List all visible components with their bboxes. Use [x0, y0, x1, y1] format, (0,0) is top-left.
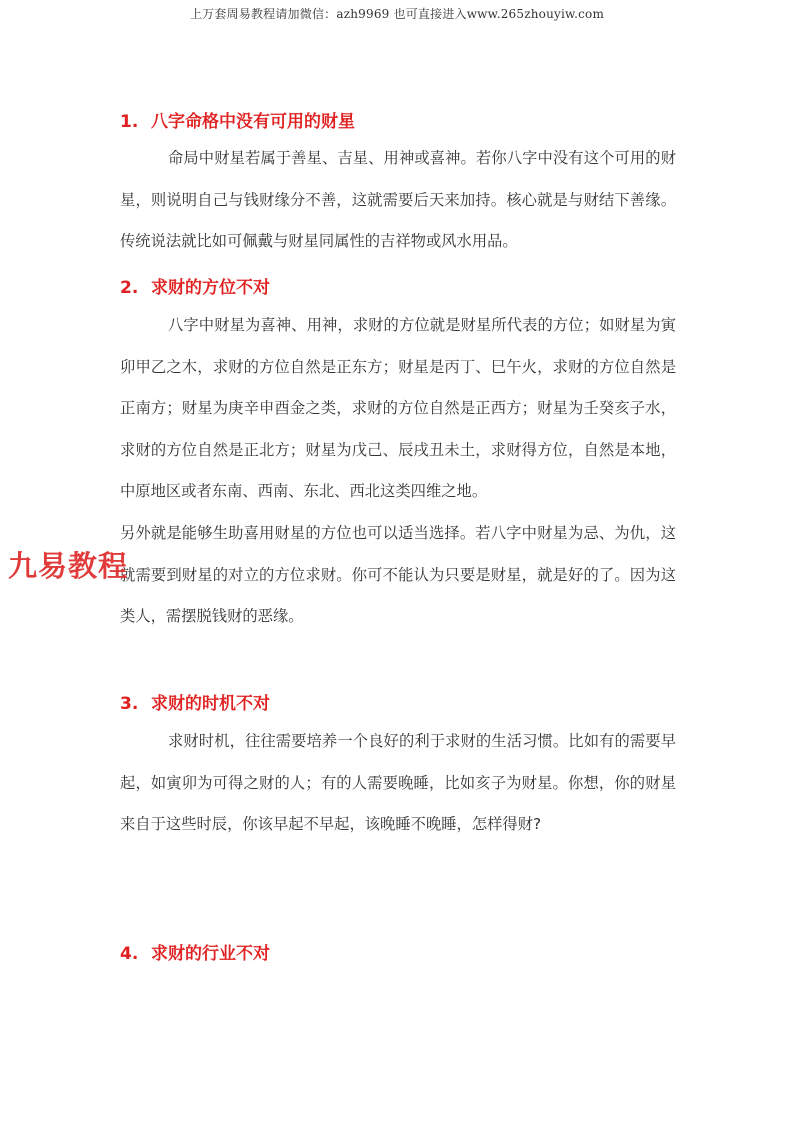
- section-2-title: 求财的方位不对: [151, 278, 270, 298]
- section-2-paragraph-2: 另外就是能够生助喜用财星的方位也可以适当选择。若八字中财星为忌、为仇，这就需要到财星的对立的方位求财。你可不能认为只要是财星，就是好的了。因为这类人，需摆脱钱财的恶缘。: [120, 524, 676, 626]
- section-1-number: 1.: [120, 112, 139, 132]
- section-3-number: 3.: [120, 694, 139, 714]
- section-3-title: 求财的时机不对: [151, 694, 270, 714]
- section-4-heading: [120, 939, 270, 964]
- section-4-title: 求财的行业不对: [151, 944, 270, 964]
- section-1-paragraph-1: 命局中财星若属于善星、吉星、用神或喜神。若你八字中没有这个可用的财星，则说明自己与钱财缘分不善，这就需要后天来加持。核心就是与财结下善缘。传统说法就比如可佩戴与财星同属性的吉祥物或风水用品。: [120, 149, 676, 251]
- section-4-number: 4.: [120, 944, 139, 964]
- watermark-logo: 九易教程: [8, 549, 129, 583]
- section-2-heading: [120, 273, 270, 298]
- section-1-heading: [120, 107, 355, 132]
- section-2-paragraph-1: 八字中财星为喜神、用神，求财的方位就是财星所代表的方位；如财星为寅卯甲乙之木，求财的方位自然是正东方；财星是丙丁、巳午火，求财的方位自然是正南方；财星为庚辛申酉金之类，求财的方位自然是正西方；财星为壬癸亥子水，求财的方位自然是正北方；财星为戊己、辰戌丑未土，求财得方位，自然是本地，中原地区或者东南、西南、东北、西北这类四维之地。: [120, 316, 676, 501]
- section-3-heading: [120, 689, 270, 714]
- page-header: 上万套周易教程请加微信：azh9969 也可直接进入www.265zhouyiw.com: [189, 7, 605, 21]
- section-2-number: 2.: [120, 278, 139, 298]
- section-3-paragraph-1: 求财时机，往往需要培养一个良好的利于求财的生活习惯。比如有的需要早起，如寅卯为可得之财的人；有的人需要晚睡，比如亥子为财星。你想，你的财星来自于这些时辰，你该早起不早起，该晚睡不晚睡，怎样得财?: [120, 732, 676, 834]
- section-1-title: 八字命格中没有可用的财星: [151, 112, 355, 132]
